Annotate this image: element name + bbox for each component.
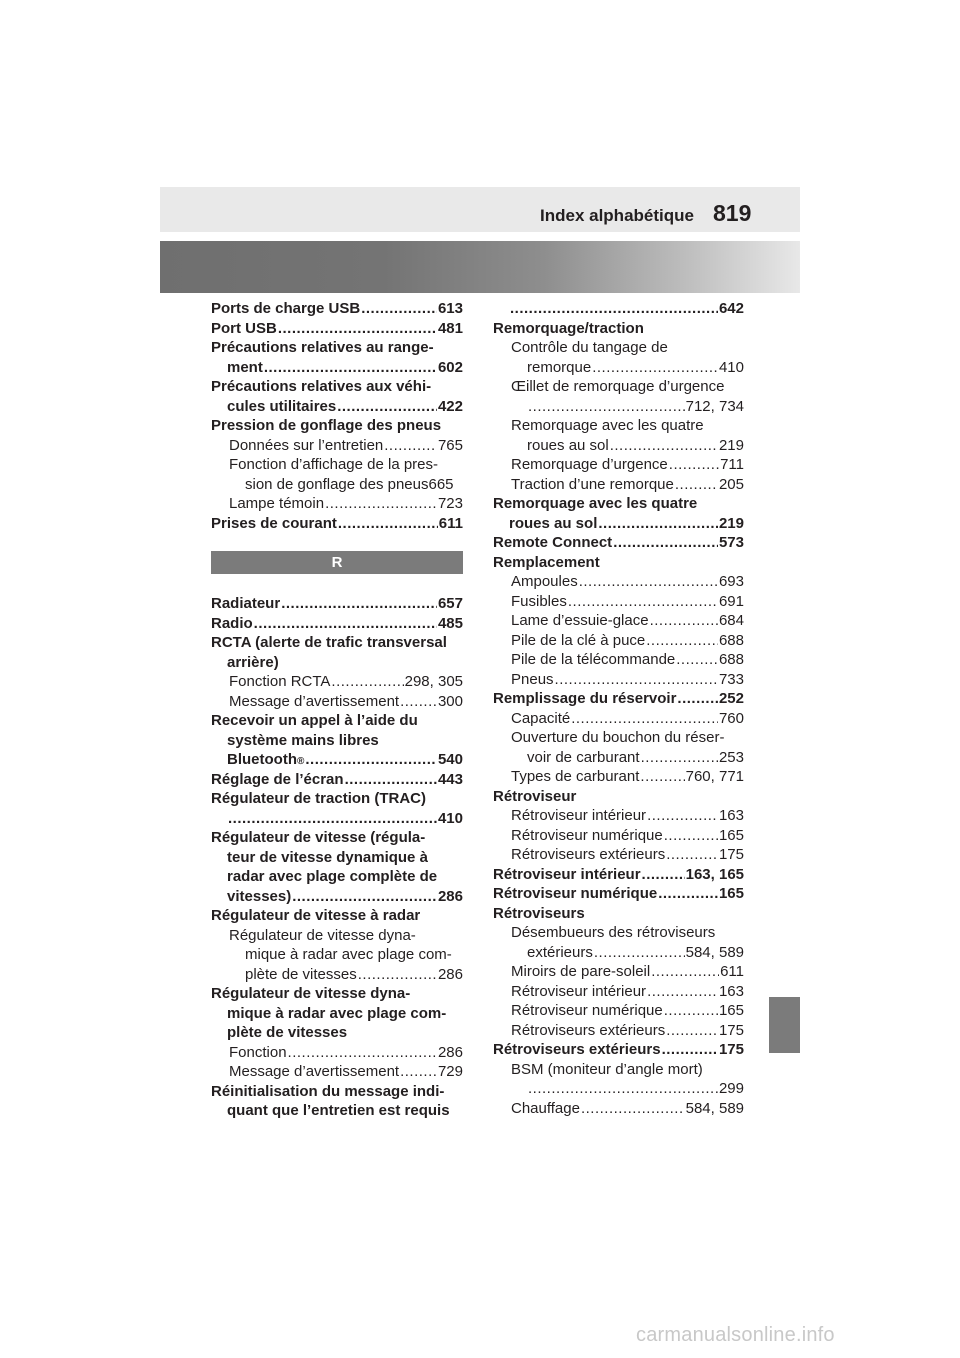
dot-leader [345, 770, 437, 790]
entry-text: cules utilitaires [227, 397, 337, 415]
index-subentry [493, 845, 744, 865]
page-reference: 733 [718, 670, 744, 688]
dot-leader [651, 962, 719, 982]
index-line [211, 358, 463, 378]
entry-text: Précautions relatives aux véhi- [211, 378, 432, 395]
entry-text: Réglage de l’écran [211, 770, 344, 788]
entry-text: Rétroviseurs [493, 904, 585, 922]
entry-text: Capacité [511, 709, 571, 727]
index-entry [493, 319, 744, 339]
index-entry [211, 416, 463, 436]
index-subentry [211, 692, 463, 712]
entry-text: extérieurs [527, 943, 593, 961]
page-reference: 410 [437, 809, 463, 827]
dot-leader [358, 965, 437, 985]
entry-text: sion de gonflage des pneus665 [245, 475, 454, 493]
page-reference: 602 [437, 358, 463, 376]
page-reference: 300 [437, 692, 463, 710]
index-subentry [493, 962, 744, 982]
dot-leader [598, 514, 718, 534]
dot-leader [642, 865, 685, 885]
entry-text: Rétroviseur intérieur [511, 982, 647, 1000]
page-reference: 205 [718, 475, 744, 493]
index-entry [211, 984, 463, 1043]
index-subentry [493, 670, 744, 690]
index-subentry [493, 982, 744, 1002]
index-line [493, 455, 744, 475]
index-subentry [493, 377, 744, 416]
index-line [493, 1040, 744, 1060]
entry-text: Radiateur [211, 595, 281, 612]
entry-text: Rétroviseurs extérieurs [511, 1021, 666, 1039]
dot-leader [610, 436, 718, 456]
entry-text: Ampoules [511, 573, 578, 590]
page-reference: 584, 589 [685, 943, 744, 961]
index-subentry [493, 611, 744, 631]
section-letter-r: R [211, 551, 463, 574]
dot-leader [384, 436, 437, 456]
index-line [211, 514, 463, 534]
entry-text: ment [227, 358, 263, 376]
index-entry [211, 906, 463, 926]
page-number: 819 [713, 200, 752, 226]
index-subentry [493, 572, 744, 592]
page-reference: 693 [718, 573, 744, 590]
page-reference: 573 [718, 534, 744, 551]
dot-leader [592, 358, 718, 378]
index-subentry [493, 709, 744, 729]
entry-text: voir de carburant [527, 748, 640, 766]
header-title: Index alphabétique [540, 206, 694, 225]
index-subentry [493, 631, 744, 651]
entry-text: Rétroviseur [493, 787, 577, 805]
entry-text: quant que l’entretien est requis [227, 1102, 450, 1119]
index-entry [211, 514, 463, 534]
entry-text: Rétroviseurs extérieurs [511, 846, 666, 863]
index-line [493, 650, 744, 670]
page-reference: 443 [437, 770, 463, 788]
page-reference: 286 [437, 1043, 463, 1061]
index-entry [493, 884, 744, 904]
index-entry [211, 377, 463, 416]
entry-text: Fusibles [511, 592, 567, 610]
entry-text: Rétroviseurs extérieurs [493, 1041, 661, 1058]
index-line [211, 809, 463, 829]
dot-leader [281, 594, 437, 614]
entry-text: Message d’avertissement [229, 692, 400, 710]
page-reference: 611 [720, 963, 744, 980]
entry-text: Port USB [211, 319, 277, 337]
dot-leader [288, 1043, 437, 1063]
dot-leader [555, 670, 718, 690]
dot-leader [581, 1099, 685, 1119]
index-entries-r [211, 594, 463, 1121]
index-line [493, 806, 744, 826]
index-line [493, 865, 744, 885]
page-reference: 485 [437, 614, 463, 632]
page-reference: 163 [718, 982, 744, 1000]
index-line [211, 397, 463, 417]
index-subentry [493, 338, 744, 377]
entry-text: plète de vitesses [227, 1024, 348, 1041]
entry-text: roues au sol [527, 436, 609, 454]
watermark: carmanualsonline.info [636, 1324, 835, 1346]
index-subentry [493, 1001, 744, 1021]
dot-leader [676, 650, 718, 670]
entry-text: Message d’avertissement [229, 1063, 400, 1080]
dot-leader [292, 887, 437, 907]
dot-leader [331, 672, 403, 692]
dot-leader [338, 514, 438, 534]
index-line [493, 1021, 744, 1041]
dot-leader [305, 750, 437, 770]
index-subentry [211, 494, 463, 514]
index-line [211, 672, 463, 692]
index-line [493, 572, 744, 592]
entry-text: Pile de la clé à puce [511, 631, 646, 649]
index-subentry [493, 455, 744, 475]
page-reference: 540 [437, 751, 463, 768]
dot-leader [669, 455, 719, 475]
index-entry [211, 338, 463, 377]
entry-text: Rétroviseur intérieur [511, 807, 647, 824]
page-reference: 642 [718, 300, 744, 317]
page-reference: 584, 589 [685, 1099, 744, 1117]
entry-text: Chauffage [511, 1099, 580, 1117]
index-line [211, 1043, 463, 1063]
index-line [493, 670, 744, 690]
index-line [211, 614, 463, 634]
index-line [493, 1001, 744, 1021]
page-reference: 175 [718, 1041, 744, 1058]
index-line [493, 533, 744, 553]
entry-text: remorque [527, 358, 592, 376]
entry-text: mique à radar avec plage com- [227, 1004, 447, 1022]
index-entry [493, 494, 744, 533]
index-line [493, 962, 744, 982]
entry-text: Régulateur de vitesse dyna- [211, 985, 411, 1002]
entry-text: Régulateur de vitesse (régula- [211, 829, 426, 846]
dot-leader [666, 1021, 718, 1041]
page-reference: 760 [718, 709, 744, 727]
index-line [493, 1099, 744, 1119]
entry-text: Lampe témoin [229, 495, 325, 512]
page-reference: 219 [718, 436, 744, 454]
entry-text: Rétroviseur intérieur [493, 865, 641, 883]
entry-text: Prises de courant [211, 514, 337, 532]
entry-text: Remote Connect [493, 534, 613, 551]
dot-leader [278, 319, 437, 339]
entry-text: Recevoir un appel à l’aide du [211, 712, 418, 729]
dot-leader [664, 1001, 718, 1021]
entry-text: Remorquage avec les quatre [511, 417, 704, 434]
entry-text: Rétroviseur numérique [511, 826, 663, 844]
index-line [211, 887, 463, 907]
index-entry [493, 865, 744, 885]
dot-leader [650, 611, 718, 631]
index-subentry [211, 1062, 463, 1082]
entry-text: Ouverture du bouchon du réser- [511, 729, 725, 746]
entry-text: Miroirs de pare-soleil [511, 963, 651, 980]
page-reference: 286 [437, 965, 463, 983]
index-subentry [211, 672, 463, 692]
index-line [211, 692, 463, 712]
index-line [493, 397, 744, 417]
page-reference: 613 [437, 300, 463, 317]
page-reference: 688 [718, 651, 744, 668]
page-reference: 729 [437, 1063, 463, 1080]
index-subentry [493, 475, 744, 495]
index-subentry [493, 1099, 744, 1119]
dot-leader [675, 475, 718, 495]
index-entry [211, 789, 463, 828]
index-entry [211, 711, 463, 770]
index-entry [493, 689, 744, 709]
index-subentry [493, 1060, 744, 1099]
index-entry [211, 319, 463, 339]
index-subentry [493, 826, 744, 846]
entry-text: Rétroviseur numérique [511, 1002, 663, 1019]
entry-text: radar avec plage complète de [227, 868, 438, 885]
page-reference: 219 [718, 514, 744, 532]
entry-text: roues au sol [509, 514, 598, 532]
dot-leader [658, 884, 718, 904]
index-entry [211, 299, 463, 319]
entry-text: Données sur l’entretien [229, 436, 384, 454]
entry-text: Lame d’essuie-glace [511, 612, 649, 629]
index-line [493, 299, 744, 319]
entry-text: Précautions relatives au range- [211, 339, 434, 356]
entry-text: BSM (moniteur d’angle mort) [511, 1060, 703, 1078]
entry-text: Radio [211, 614, 253, 632]
page-reference: 253 [718, 748, 744, 766]
page-reference: 175 [718, 1021, 744, 1039]
index-subentry [211, 926, 463, 985]
page-reference: 175 [718, 846, 744, 863]
dot-leader [400, 692, 437, 712]
page-reference: 422 [437, 397, 463, 415]
entry-text: Contrôle du tangage de [511, 339, 668, 356]
entry-text: Fonction RCTA [229, 673, 331, 690]
index-line [493, 358, 744, 378]
entry-text: Remorquage avec les quatre [493, 495, 698, 512]
page-reference: 684 [718, 612, 744, 629]
page-reference: 165 [718, 826, 744, 844]
index-subentry [493, 923, 744, 962]
page-reference: 657 [437, 595, 463, 612]
entry-text: Réinitialisation du message indi- [211, 1082, 445, 1100]
index-line [211, 1062, 463, 1082]
page-reference: 298, 305 [404, 673, 463, 690]
index-entry [493, 1040, 744, 1060]
entry-text: Régulateur de vitesse à radar [211, 907, 421, 924]
entry-text: Remplissage du réservoir [493, 690, 677, 707]
dot-leader [510, 299, 718, 319]
dot-leader [664, 826, 718, 846]
index-entry [493, 299, 744, 319]
index-line [211, 299, 463, 319]
entry-text: Remorquage/traction [493, 319, 644, 337]
entry-text: Régulateur de traction (TRAC) [211, 790, 427, 807]
index-entry [211, 633, 463, 672]
entry-text: Régulateur de vitesse dyna- [229, 926, 416, 944]
entry-text: Fonction d’affichage de la pres- [229, 456, 439, 473]
entry-text: Fonction [229, 1043, 287, 1061]
entry-text: mique à radar avec plage com- [245, 946, 452, 963]
index-entries-p [211, 299, 463, 533]
header-band [160, 187, 800, 232]
index-line [493, 631, 744, 651]
index-subentry [211, 455, 463, 494]
index-entry [211, 614, 463, 634]
page-reference: 163, 165 [685, 865, 744, 883]
index-line [493, 611, 744, 631]
index-entry [211, 594, 463, 614]
index-line [493, 709, 744, 729]
entry-text: Bluetooth [227, 751, 297, 768]
page-reference: 688 [718, 631, 744, 649]
index-line [493, 436, 744, 456]
dot-leader [400, 1062, 437, 1082]
index-column-right [493, 299, 744, 1118]
dot-leader [677, 689, 718, 709]
page-reference: 760, 771 [685, 768, 744, 785]
dot-leader [641, 748, 718, 768]
index-line [493, 884, 744, 904]
entry-text: Ports de charge USB [211, 300, 361, 317]
index-entry [211, 770, 463, 790]
dot-leader [568, 592, 718, 612]
entry-text: arrière) [227, 653, 279, 671]
index-line [493, 767, 744, 787]
index-subentry [493, 1021, 744, 1041]
dot-leader [528, 397, 685, 417]
dot-leader [647, 806, 718, 826]
dot-leader [264, 358, 437, 378]
page-reference: 723 [437, 495, 463, 512]
dot-leader [579, 572, 718, 592]
index-subentry [493, 806, 744, 826]
index-subentry [493, 416, 744, 455]
dot-leader [228, 809, 437, 829]
entry-text: Types de carburant [511, 768, 640, 785]
page-reference: 165 [718, 1002, 744, 1019]
entry-text: Pneus [511, 670, 554, 688]
page-reference: 765 [437, 436, 463, 454]
page-reference: 163 [718, 807, 744, 824]
index-subentry [493, 767, 744, 787]
index-entry [493, 553, 744, 573]
entry-text: Pression de gonflage des pneus [211, 417, 442, 434]
entry-text: teur de vitesse dynamique à [227, 848, 428, 866]
page-reference: 712, 734 [685, 397, 744, 415]
entry-text: Traction d’une remorque [511, 475, 674, 493]
dot-leader [325, 494, 437, 514]
index-line [211, 494, 463, 514]
index-line [493, 845, 744, 865]
index-entry [211, 828, 463, 906]
page-reference: 711 [720, 456, 744, 473]
page-reference: 299 [718, 1080, 744, 1097]
dot-leader [594, 943, 685, 963]
dot-leader [337, 397, 437, 417]
entry-text: système mains libres [227, 731, 379, 749]
index-line [211, 594, 463, 614]
index-line [493, 514, 744, 534]
dot-leader [646, 631, 718, 651]
dot-leader [613, 533, 718, 553]
index-entry [493, 533, 744, 553]
index-column-left [211, 299, 463, 1121]
index-line [493, 689, 744, 709]
index-line [493, 748, 744, 768]
index-line [493, 592, 744, 612]
dot-leader [528, 1079, 718, 1099]
page-reference: 286 [437, 887, 463, 905]
index-line [211, 436, 463, 456]
index-line [493, 943, 744, 963]
index-line [211, 319, 463, 339]
index-entry [493, 787, 744, 807]
page-reference: 691 [718, 592, 744, 610]
dot-leader [662, 1040, 718, 1060]
index-subentry [211, 1043, 463, 1063]
page-reference: 481 [437, 319, 463, 337]
index-line [493, 475, 744, 495]
entry-text: Rétroviseur numérique [493, 885, 658, 902]
index-line [211, 965, 463, 985]
index-line [211, 770, 463, 790]
index-entry [493, 904, 744, 924]
index-subentry [493, 728, 744, 767]
dot-leader [666, 845, 718, 865]
page-reference: 611 [438, 514, 463, 532]
page-reference: 252 [718, 690, 744, 707]
entry-text: Remorquage d’urgence [511, 456, 668, 473]
index-line [493, 826, 744, 846]
entry-text: RCTA (alerte de trafic transversal [211, 634, 447, 651]
page-reference: 410 [718, 358, 744, 376]
entry-text: Remplacement [493, 553, 600, 571]
entry-text: Désembueurs des rétroviseurs [511, 924, 716, 941]
dot-leader [640, 767, 684, 787]
index-subentry [211, 436, 463, 456]
dot-leader [571, 709, 718, 729]
index-entry [211, 1082, 463, 1121]
entry-text: vitesses) [227, 887, 292, 905]
index-line [493, 982, 744, 1002]
dot-leader [254, 614, 437, 634]
dot-leader [361, 299, 437, 319]
index-line: Bluetooth ® ..... 540 [211, 750, 463, 770]
index-subentry [493, 592, 744, 612]
entry-text: Pile de la télécommande [511, 651, 676, 668]
entry-text: Œillet de remorquage d’urgence [511, 378, 725, 395]
side-thumb-tab [769, 997, 800, 1053]
dot-leader [647, 982, 718, 1002]
index-entries-r-continued [493, 299, 744, 1118]
entry-text: plète de vitesses [245, 965, 357, 983]
page-reference: 165 [718, 885, 744, 902]
header-gradient-bar [160, 241, 800, 293]
index-subentry [493, 650, 744, 670]
index-line [493, 1079, 744, 1099]
